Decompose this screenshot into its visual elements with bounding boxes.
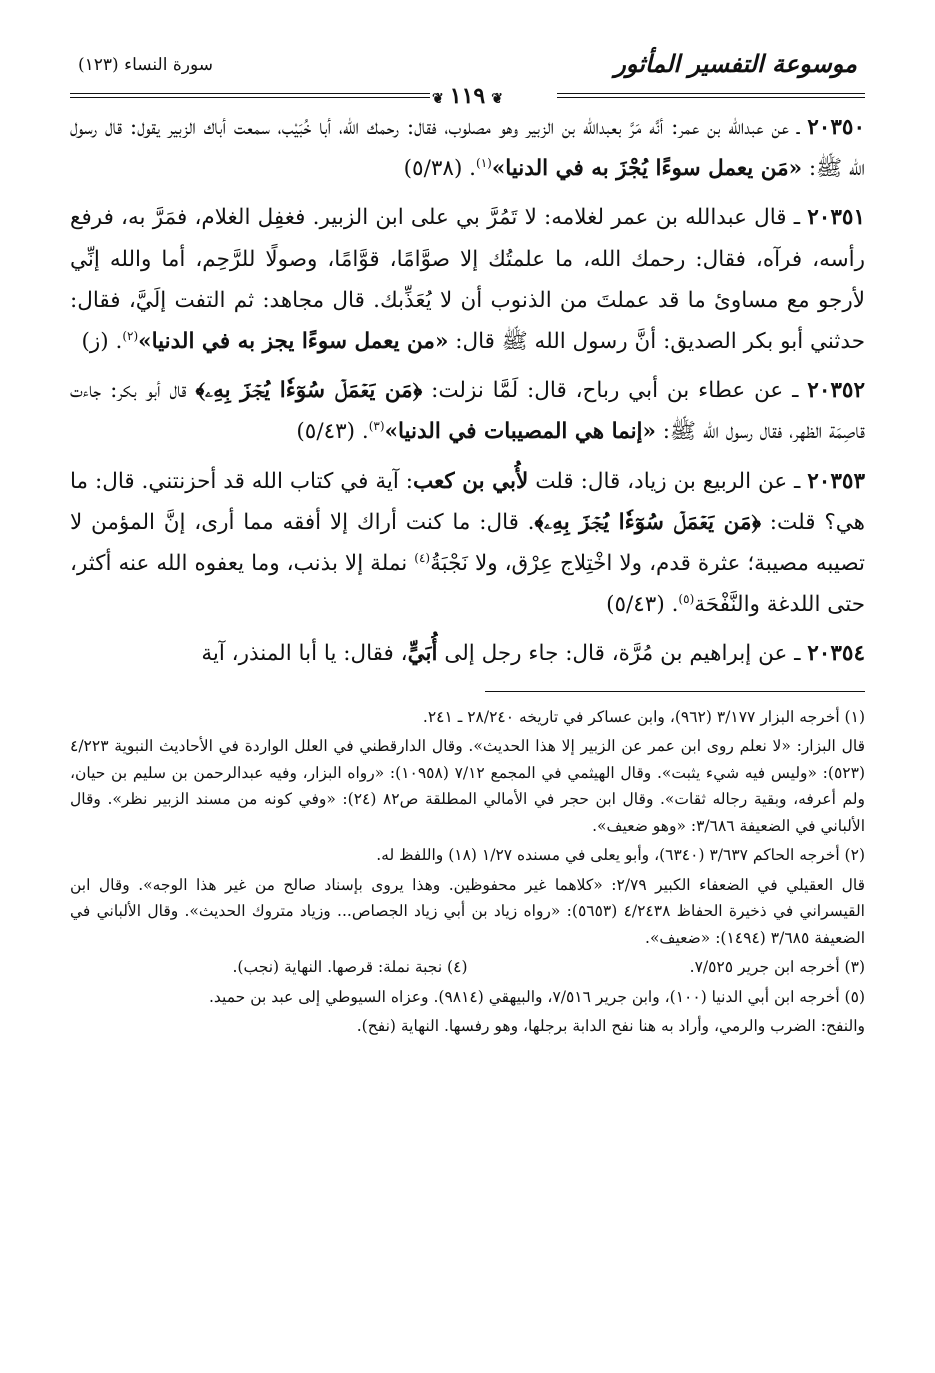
ornament-icon: ❦ — [432, 91, 444, 107]
entry-number: ٢٠٣٥٢ — [807, 378, 866, 404]
hadith-quote: «إنما هي المصيبات في الدنيا» — [384, 419, 656, 445]
footnote-row-3-4 — [70, 954, 865, 981]
entry-tail: . (٥/٤٣) — [296, 419, 369, 445]
page — [70, 45, 865, 1353]
entry-20353 — [70, 461, 865, 626]
entry-text: قال أبو بكر: جاءت قاصِمَة الظهر، فقال رسول الله ﷺ: — [70, 378, 865, 445]
quran-verse: ﴿مَن يَعۡمَلۡ سُوٓءٗا يُجۡزَ بِهِۦ﴾ — [534, 509, 762, 535]
page-number — [426, 83, 509, 109]
footnote-2-comment: قال العقيلي في الضعفاء الكبير ٢/٧٩: «كلاهما غير محفوظين. وهذا يروى بإسناد صالح من غير هذا الوجه». وقال ابن القيسراني في ذخيرة الحفاظ ٤/٢٤٣٨ (٥٦٥٣): «رواه زياد بن أبي زياد الجصاص... وزياد متروك الحديث». وقال الألباني في الضعيفة ٣/٦٨٥ (١٤٩٤): «ضعيف». — [70, 875, 866, 947]
narrator-name: لأُبي بن كعب — [412, 468, 529, 494]
entry-number: ٢٠٣٥٠ — [807, 115, 865, 140]
surah-label: سورة النساء (١٢٣) — [78, 55, 214, 75]
book-title: موسوعة التفسير المأثور — [614, 49, 857, 78]
hadith-quote: «من يعمل سوءًا يجز به في الدنيا» — [138, 329, 449, 355]
entry-20351 — [70, 197, 865, 362]
page-header — [70, 45, 865, 107]
hadith-quote: «مَن يعمل سوءًا يُجْزَ به في الدنيا» — [491, 156, 803, 182]
ornament-icon: ❦ — [491, 91, 503, 107]
footnote-2: (٢) أخرجه الحاكم ٣/٦٣٧ (٦٣٤٠)، وأبو يعلى في مسنده ١/٢٧ (١٨) واللفظ له. — [376, 846, 865, 865]
entry-text: ـ عن الربيع بن زياد، قال: قلت — [528, 468, 808, 494]
entry-text: ـ عن إبراهيم بن مُرَّة، قال: جاء رجل إلى — [437, 641, 808, 667]
entry-text: ـ عن عبدالله بن عمر: أنَّه مَرَّ بعبدالله بن الزبير وهو مصلوب، فقال: رحمك الله، أبا خُبَيْب، سمعت أباك الزبير يقول: قال رسول الله ﷺ: — [70, 115, 865, 182]
entry-tail: . (٥/٤٣) — [606, 592, 679, 618]
footnotes — [70, 704, 865, 1040]
entry-tail: . (٥/٣٨) — [403, 156, 476, 182]
entry-20350 — [70, 107, 865, 189]
footnote-5-comment: والنفح: الضرب والرمي، وأراد به هنا نفح الدابة برجلها، وهو رفسها. النهاية (نفح). — [356, 1017, 865, 1036]
entry-20354 — [70, 633, 865, 674]
entry-text: ، فقال: يا أبا المنذر، آية — [201, 641, 408, 667]
entry-tail: . (ز) — [81, 329, 123, 355]
footnote-3: (٣) أخرجه ابن جرير ٧/٥٢٥. — [689, 958, 865, 977]
footnote-ref[interactable]: (٢) — [122, 328, 139, 343]
footnote-ref[interactable]: (٤) — [414, 550, 431, 565]
footnote-ref[interactable]: (٣) — [368, 419, 385, 434]
entry-text: نملة إلا بذنب، وما يعفوه الله عنه أكثر، حتى اللدغة والنَّفْحَة — [70, 551, 865, 618]
entry-20352 — [70, 370, 865, 452]
header-rule-left — [70, 93, 430, 98]
entry-text: . قال: ما كنت أراك إلا أفقه مما أرى، إنَّ المؤمن لا تصيبه مصيبة؛ عثرة قدم، ولا اخْتِلاج عِرْق، ولا نَجْبَةُ — [70, 509, 865, 577]
footnote-1: (١) أخرجه البزار ٣/١٧٧ (٩٦٢)، وابن عساكر في تاريخه ٢٨/٢٤٠ ـ ٢٤١. — [422, 707, 865, 726]
entry-number: ٢٠٣٥٣ — [807, 468, 865, 494]
entry-number: ٢٠٣٥٤ — [807, 641, 865, 667]
footnote-4: (٤) نجبة نملة: قرصها. النهاية (نجب). — [232, 958, 468, 977]
header-rule-right — [557, 93, 865, 98]
entry-text: ـ قال عبدالله بن عمر لغلامه: لا تَمُرَّ بي على ابن الزبير. فغفِل الغلام، فمَرَّ به، فرفع رأسه، فرآه، فقال: رحمك الله، ما علمتُك إلا صوَّامًا، قوَّامًا، وصولًا للرَّحِم، أما والله إنِّي لأرجو مع مساوئ ما قد عملتَ من الذنوب أن لا يُعَذِّبك. قال مجاهد: ثم التفت إلَيَّ، فقال: حدثني أبو بكر الصديق: أنَّ رسول الله ﷺ قال: — [70, 205, 865, 355]
main-text — [70, 107, 865, 675]
entry-number: ٢٠٣٥١ — [807, 205, 865, 231]
narrator-name: أُبَيٍّ — [407, 641, 438, 667]
footnote-ref[interactable]: (١) — [476, 156, 492, 171]
entry-text: : آية في كتاب الله قد أحزنتني. قال: ما هي؟ قلت: — [70, 468, 865, 535]
page-number-value: ١١٩ — [449, 83, 486, 109]
footnote-5: (٥) أخرجه ابن أبي الدنيا (١٠٠)، وابن جرير ٧/٥١٦، والبيهقي (٩٨١٤). وعزاه السيوطي إلى عبد بن حميد. — [208, 987, 865, 1006]
quran-verse: ﴿مَن يَعۡمَلۡ سُوٓءٗا يُجۡزَ بِهِۦ﴾ — [195, 378, 423, 404]
footnote-ref[interactable]: (٥) — [678, 592, 695, 607]
footnote-1-comment: قال البزار: «لا نعلم روى ابن عمر عن الزبير إلا هذا الحديث». وقال الدارقطني في العلل الواردة في الأحاديث النبوية ٤/٢٢٣ (٥٢٣): «وليس فيه شيء يثبت». وقال الهيثمي في المجمع ٧/١٢ (١٠٩٥٨): «رواه البزار، وفيه عبدالرحمن بن سليم بن حيان، ولم أعرفه، وبقية رجاله ثقات». وقال ابن حجر في الأمالي المطلقة ص٨٢ (٢٤): «وفي كونه من مسند الزبير نظر». وقال الألباني في الضعيفة ٣/٦٨٦: «وهو ضعيف». — [70, 737, 866, 835]
footnote-divider — [485, 691, 865, 692]
entry-text: ـ عن عطاء بن أبي رباح، قال: لَمَّا نزلت: — [422, 378, 808, 404]
